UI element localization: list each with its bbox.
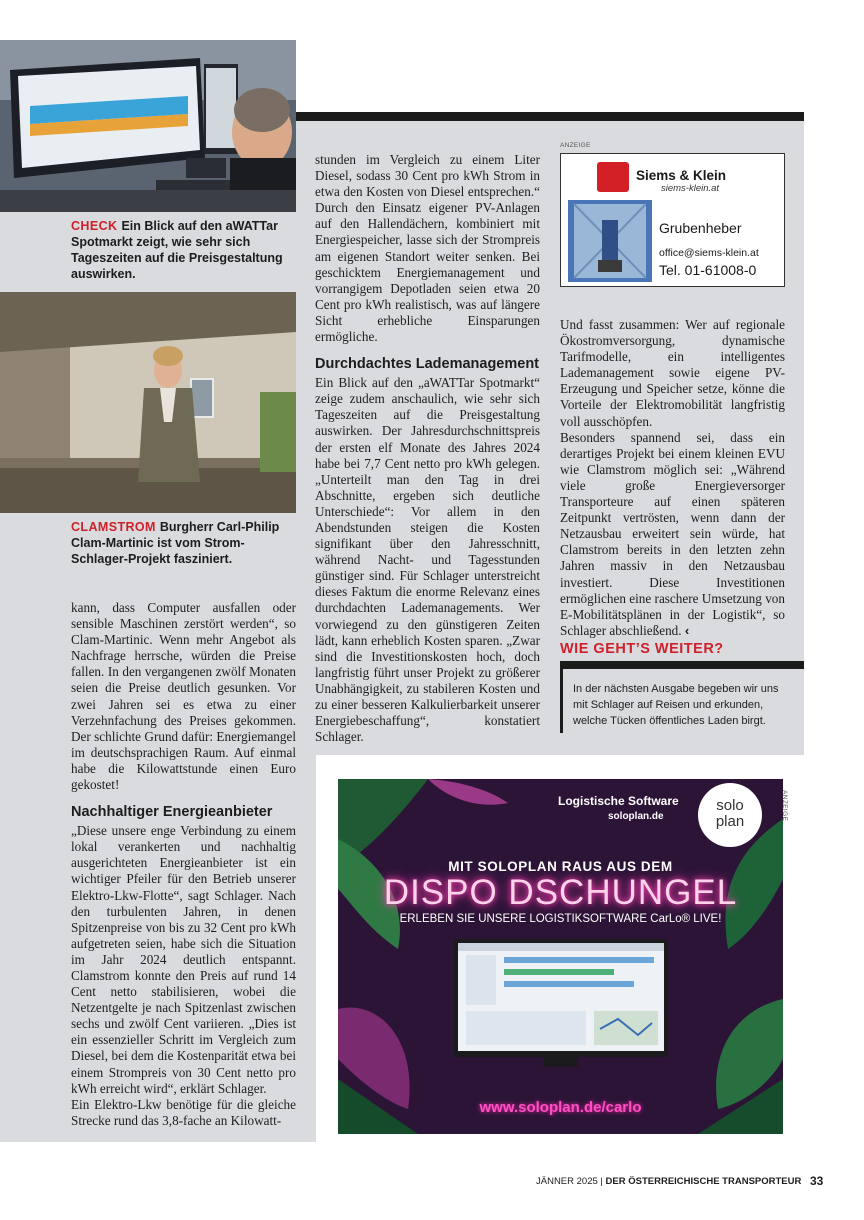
subheading: Durchdachtes Lademanagement — [315, 356, 540, 373]
paragraph: „Diese unsere enge Verbindung zu einem lokal verankerten und nachhaltig ausgerichteten Energieanbieter ist ein wichtiger Pfeiler für den Betrieb unserer Elektro-Lkw-Flotte“, sagt Schlager. Nach den turbulenten Jahren, in denen Spitzenpreise von bis zu 32 Cent pro kWh aufgetreten seien, habe sich die Situation im Jahr 2024 deutlich entspannt. Clamstrom konnte den Preis auf rund 14 Cent netto stabilisieren, wobei die Netzentgelte je nach Spitzenlast zwischen sechs und zwölf Cent variieren. „Dies ist ein essenzieller Schritt im Vergleich zum Diesel, bei dem die Kostenparität etwa bei einem Strompreis von 30 Cent netto pro kWh erreicht wird“, erklärt Schlager. — [71, 823, 296, 1096]
article-column-2 — [315, 152, 540, 745]
ad-soloplan-headline: MIT SOLOPLAN RAUS AUS DEM — [448, 859, 673, 874]
ad-siems-klein[interactable] — [560, 153, 785, 287]
caption-keyword: CLAMSTROM — [71, 520, 156, 534]
siems-klein-logo-icon — [597, 162, 629, 192]
ad-phone: Tel. 01-61008-0 — [659, 262, 757, 278]
ad-label: ANZEIGE — [560, 142, 591, 149]
paragraph: kann, dass Computer ausfallen oder sensible Maschinen zerstört werden“, so Clam-Martinic. Wenn mehr Angebot als Nachfrage herrsche, würden die Preise fallen. In den vergangenen zwölf Monaten seien die Preise deutlich gesunken. Vor zwei Jahren sei es etwa zu einer Verzehnfachung des Preises gekommen. Der schlichte Grund dafür: Energiemangel im deutschsprachigen Raum. Auf einmal habe die Kilowattstunde einen Euro gekostet! — [71, 600, 296, 793]
caption-keyword: CHECK — [71, 219, 118, 233]
logo-text-plan: plan — [715, 813, 745, 830]
caption-text: Ein Blick auf den aWATTar Spotmarkt zeigt, wie sehr sich Tageszeiten auf die Preisgestaltung auswirken. — [71, 219, 283, 281]
footer-date: JÄNNER 2025 | — [536, 1176, 603, 1187]
paragraph: Ein Elektro-Lkw benötige für die gleiche Strecke rund das 3,8-fache an Kilowatt- — [71, 1096, 296, 1128]
ad-label-vertical: ANZEIGE — [781, 790, 788, 822]
ad-product-photo — [568, 200, 652, 282]
ad-company-name: Siems & Klein — [636, 168, 727, 183]
ad-website: siems-klein.at — [661, 183, 720, 194]
ad-email[interactable]: office@siems-klein.at — [659, 247, 759, 259]
box-text: In der nächsten Ausgabe begeben wir uns mit Schlager auf Reisen und erkunden, welche Tücken öffentliches Laden birgt. — [560, 669, 786, 733]
ad-soloplan-carlo-link[interactable]: www.soloplan.de/carlo — [479, 1099, 642, 1116]
caption-clamstrom — [71, 519, 296, 567]
footer-magazine: DER ÖSTERREICHISCHE TRANSPORTEUR — [605, 1176, 802, 1187]
article-column-1 — [71, 600, 296, 1129]
photo-spotmarkt-monitor — [0, 40, 296, 212]
photo-clam-martinic — [0, 292, 296, 513]
ad-soloplan-website[interactable]: soloplan.de — [608, 811, 664, 822]
subheading: Nachhaltiger Energieanbieter — [71, 804, 273, 821]
ad-product-title: Grubenheber — [659, 220, 742, 236]
caption-text: Burgherr Carl-Philip Clam-Martinic ist vom Strom-Schlager-Projekt fasziniert. — [71, 520, 280, 566]
box-heading: WIE GEHT’S WEITER? — [560, 641, 724, 657]
logo-text-solo: solo — [716, 797, 744, 814]
ad-soloplan[interactable] — [338, 779, 783, 1134]
caption-check — [71, 218, 296, 282]
box-black-rule — [560, 661, 804, 669]
paragraph-text: Besonders spannend sei, dass ein derartiges Projekt bei einem kleinen EVU wie Clamstrom möglich sei: „Während viele große Energieversorger Transporteure auf einen späteren Zeitpunkt vertrösten, wenn dann der Netzausbau erweitert sein würde, hat Clamstrom bereits in den letzten zehn Jahren massiv in den Netzausbau investiert. Diese Investitionen ermöglichen eine raschere Umsetzung von E-Mobilitätsplänen in der Logistik“, so Schlager abschließend. — [560, 429, 785, 638]
ad-soloplan-neon-title: DISPO DSCHUNGEL — [383, 873, 738, 912]
end-mark-icon: ‹ — [684, 622, 690, 638]
paragraph — [560, 430, 785, 639]
page-number: 33 — [810, 1174, 824, 1188]
top-black-rule — [296, 112, 804, 121]
soloplan-logo-icon — [698, 783, 762, 847]
paragraph: stunden im Vergleich zu einem Liter Diesel, sodass 30 Cent pro kWh Strom in etwa den Kosten von Diesel entsprechen.“ Durch den Einsatz eigener PV-Anlagen auf den Hallendächern, kombiniert mit Energiespeicher, lasse sich der Strompreis am eigenen Standort weiter senken. Bei geschicktem Energiemanagement und vorrangigem Depotladen seien etwa 20 Cent pro kWh realistisch, was auf längere Sicht erhebliche Einsparungen ermögliche. — [315, 152, 540, 345]
paragraph: Ein Blick auf den „aWATTar Spotmarkt“ zeige zudem anschaulich, wie sehr sich Tageszeiten auf die Preisgestaltung auswirken. Der Jahresdurchschnittspreis der ersten elf Monate des Jahres 2024 habe bei 7,7 Cent netto pro kWh gelegen. „Unterteilt man den Tag in drei Abschnitte, ergeben sich deutliche Unterschiede“: Vor allem in den Abendstunden steigen die Kosten signifikant über den Jahresschnitt, während Nacht- und Tagesstunden günstiger sind. Für Schlager unterstreicht dieses Faktum die enorme Relevanz eines durchdachten Lademanagements. Wer vorwiegend zu den günstigeren Zeiten lädt, kann erheblich Kosten sparen. „Zwar sind die Investitionskosten hoch, doch langfristig führt unser Projekt zu größerer Unabhängigkeit, zu stabileren Kosten und zu einer besseren Kalkulierbarkeit unserer Energiebeschaffung“, konstatiert Schlager. — [315, 375, 540, 745]
paragraph: Und fasst zusammen: Wer auf regionale Ökostromversorgung, dynamische Tarifmodelle, ein intelligentes Lademanagement sowie eigene PV-Erzeugung und Speicher setze, könne die Vorteile der Elektromobilität langfristig voll ausschöpfen. — [560, 317, 785, 429]
ad-soloplan-subline: ERLEBEN SIE UNSERE LOGISTIKSOFTWARE CarLo® LIVE! — [399, 913, 722, 925]
article-column-3 — [560, 317, 785, 639]
footer-issue — [536, 1176, 801, 1187]
ad-soloplan-tagline: Logistische Software — [558, 794, 679, 808]
